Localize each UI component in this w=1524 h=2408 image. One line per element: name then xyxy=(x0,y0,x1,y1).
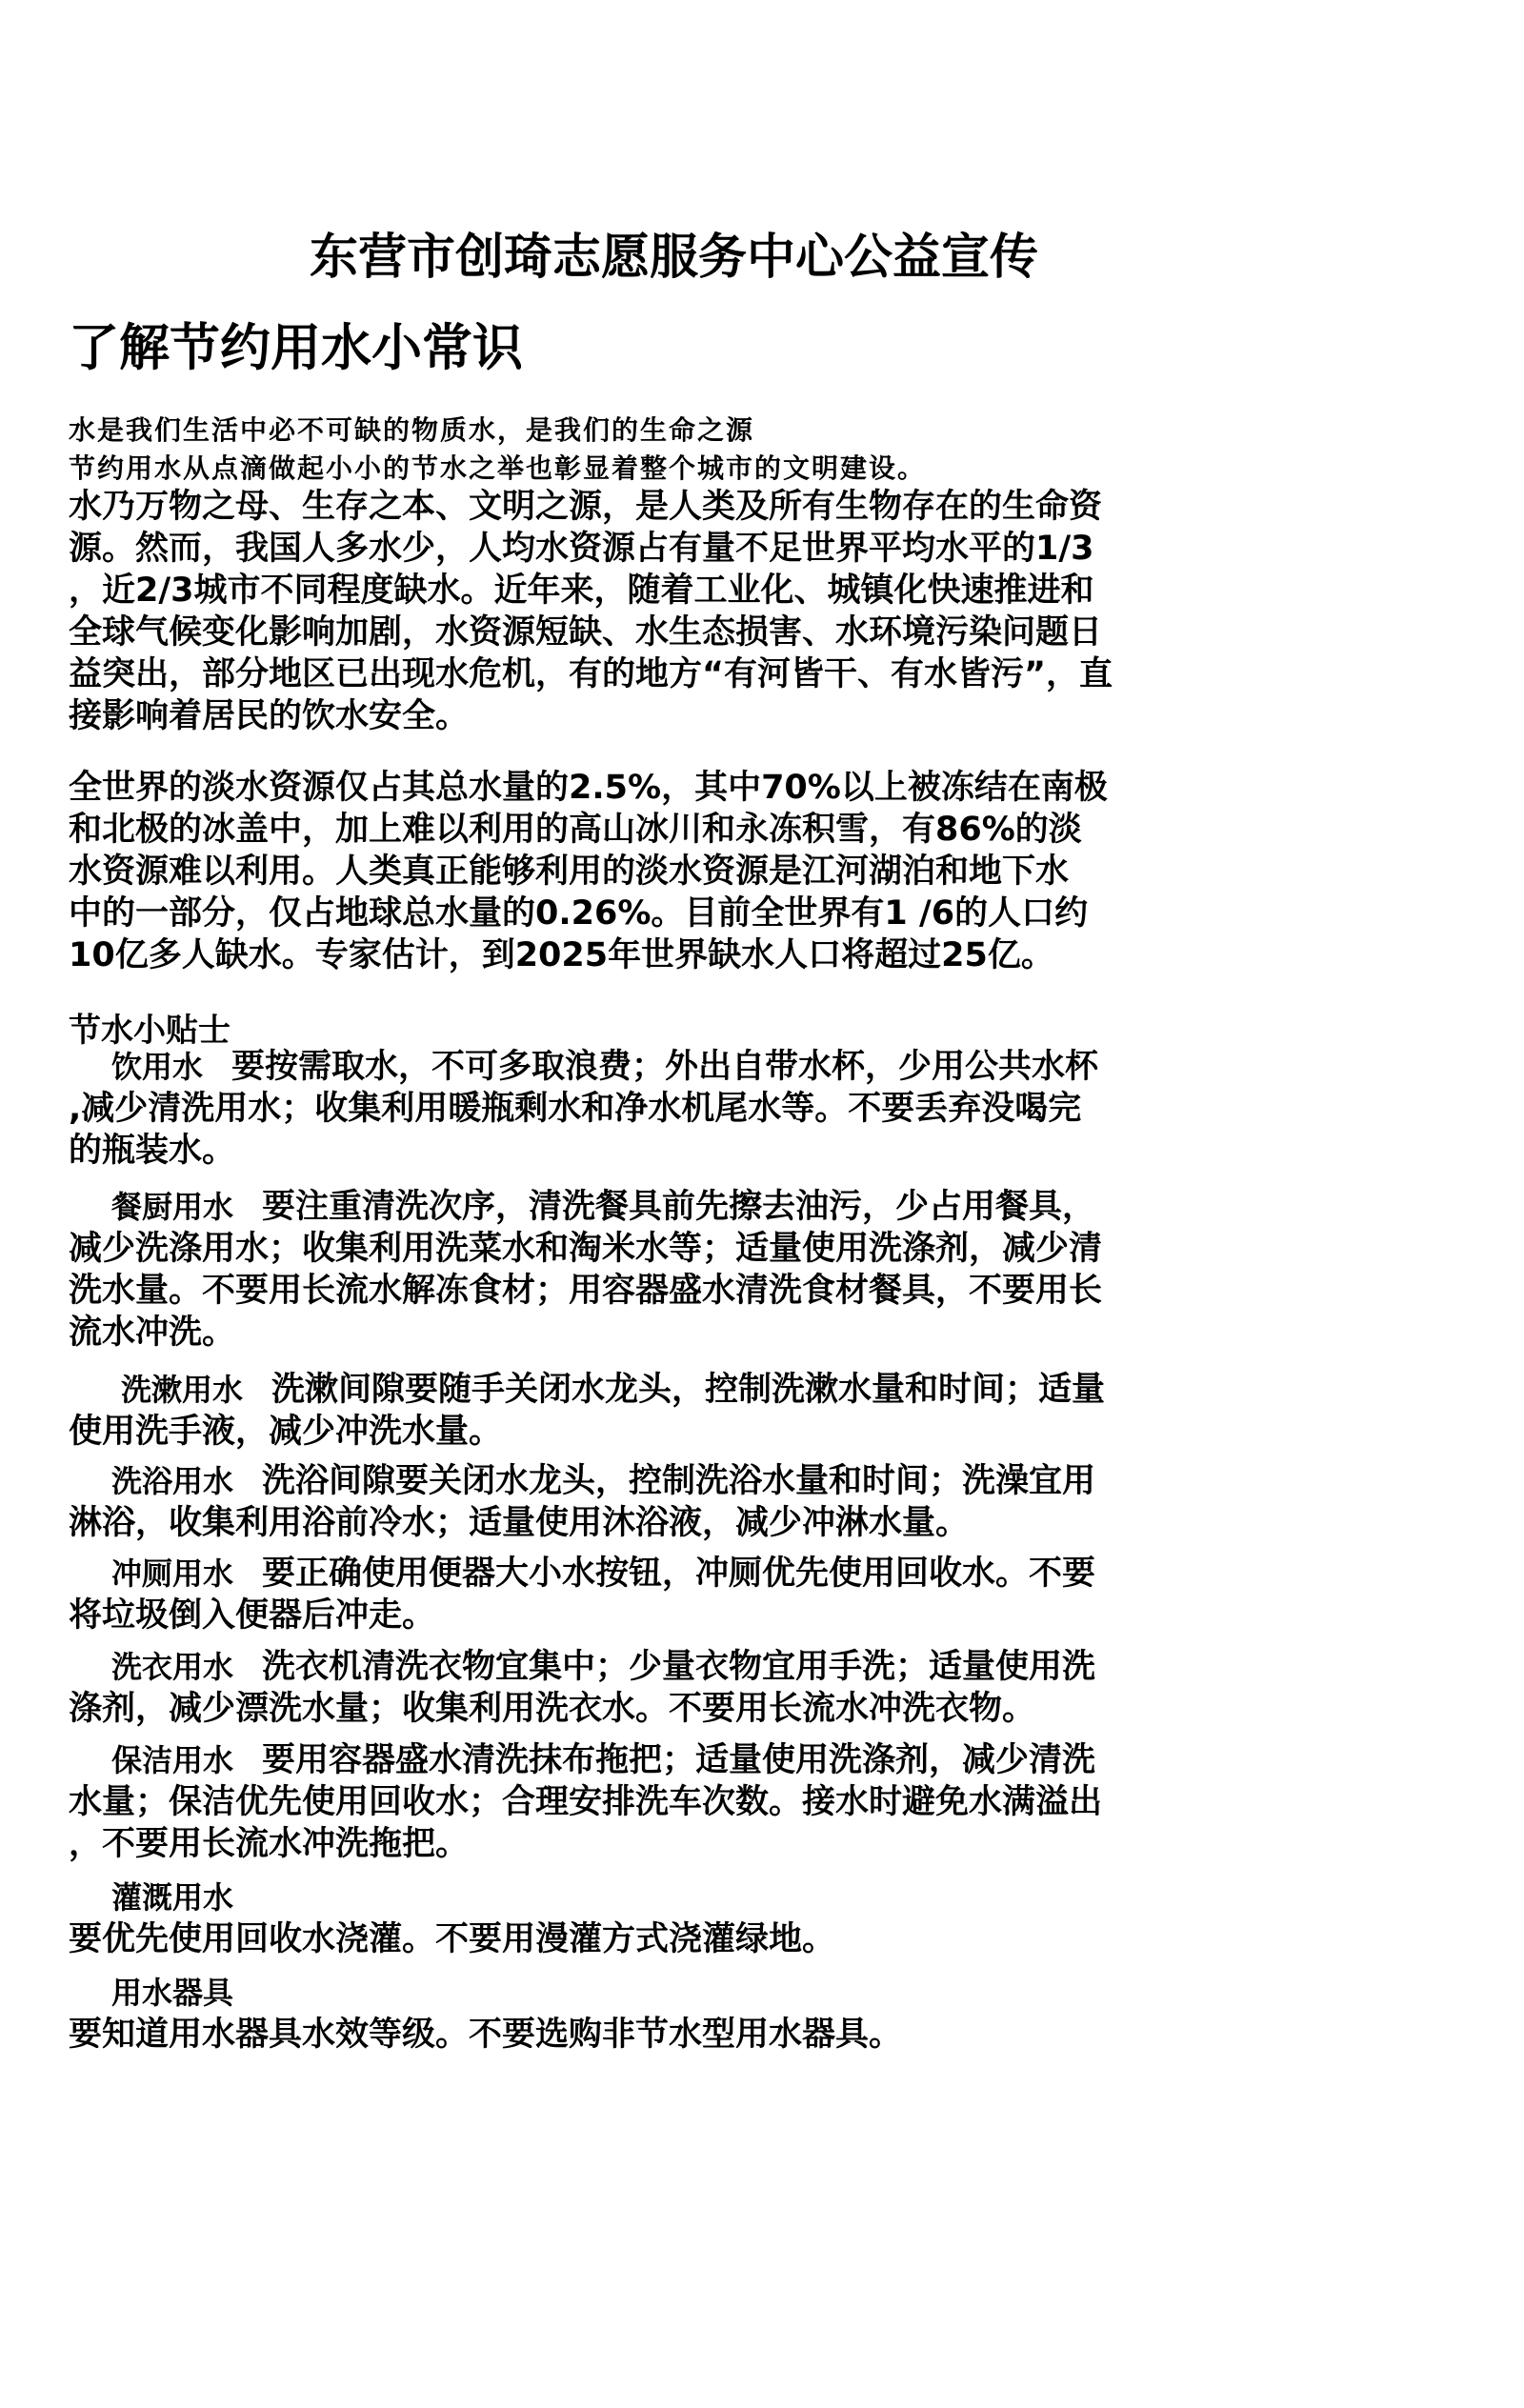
paragraph-line: 水乃万物之母、生存之本、文明之源，是人类及所有生物存在的生命资 xyxy=(69,488,1103,526)
tip-label: 洗漱用水 xyxy=(121,1372,244,1408)
intro-paragraph xyxy=(69,486,1364,737)
tip-toilet xyxy=(69,1553,1364,1636)
document-title: 东营市创琦志愿服务中心公益宣传 xyxy=(310,230,1039,286)
tip-text: 要用容器盛水清洗抹布拖把；适量使用洗涤剂，减少清洗 xyxy=(262,1741,1096,1779)
tip-bathing xyxy=(69,1460,1364,1544)
paragraph-line: 全世界的淡水资源仅占其总水量的2.5%，其中70%以上被冻结在南极 xyxy=(69,769,1108,807)
paragraph-line: 和北极的冰盖中，加上难以利用的高山冰川和永冻积雪，有86%的淡 xyxy=(69,811,1082,849)
tip-text: 洗水量。不要用长流水解冻食材；用容器盛水清洗食材餐具，不要用长 xyxy=(69,1272,1103,1310)
tip-label: 洗衣用水 xyxy=(111,1649,234,1685)
document-subtitle: 了解节约用水小常识 xyxy=(69,319,523,377)
tip-text: 洗衣机清洗衣物宜集中；少量衣物宜用手洗；适量使用洗 xyxy=(262,1648,1096,1686)
tip-text: 的瓶装水。 xyxy=(69,1132,236,1170)
tip-label: 饮用水 xyxy=(111,1049,204,1085)
tip-text: 洗漱间隙要随手关闭水龙头，控制洗漱水量和时间；适量 xyxy=(271,1371,1106,1409)
tip-label: 灌溉用水 xyxy=(111,1879,234,1916)
slogan-line: 节约用水从点滴做起小小的节水之举也彰显着整个城市的文明建设。 xyxy=(69,452,927,484)
tip-text: 淋浴，收集利用浴前冷水；适量使用沐浴液，减少冲淋水量。 xyxy=(69,1504,970,1542)
tip-text: 涤剂，减少漂洗水量；收集利用洗衣水。不要用长流水冲洗衣物。 xyxy=(69,1690,1036,1728)
tip-text: 要知道用水器具水效等级。不要选购非节水型用水器具。 xyxy=(69,2016,903,2054)
tip-text: ，不要用长流水冲洗拖把。 xyxy=(69,1825,470,1863)
paragraph-line: 接影响着居民的饮水安全。 xyxy=(69,697,470,735)
tip-drinking xyxy=(69,1046,1364,1172)
tip-kitchen xyxy=(69,1186,1364,1354)
paragraph-line: 10亿多人缺水。专家估计，到2025年世界缺水人口将超过25亿。 xyxy=(69,936,1054,974)
tip-label: 洗浴用水 xyxy=(111,1463,234,1499)
paragraph-line: 源。然而，我国人多水少，人均水资源占有量不足世界平均水平的1/3 xyxy=(69,530,1094,568)
tip-text: ,减少清洗用水；收集利用暖瓶剩水和净水机尾水等。不要丢弃没喝完 xyxy=(69,1090,1082,1128)
tip-appliances xyxy=(69,1972,1364,2056)
paragraph-line: 全球气候变化影响加剧，水资源短缺、水生态损害、水环境污染问题日 xyxy=(69,613,1103,652)
paragraph-line: ，近2/3城市不同程度缺水。近年来，随着工业化、城镇化快速推进和 xyxy=(69,572,1094,610)
tip-laundry xyxy=(69,1646,1364,1730)
tip-text: 要注重清洗次序，清洗餐具前先擦去油污，少占用餐具， xyxy=(262,1188,1096,1226)
tip-text: 要优先使用回收水浇灌。不要用漫灌方式浇灌绿地。 xyxy=(69,1920,836,1958)
freshwater-paragraph xyxy=(69,767,1364,976)
paragraph-line: 益突出，部分地区已出现水危机，有的地方“有河皆干、有水皆污”，直 xyxy=(69,655,1113,693)
slogan-line: 水是我们生活中必不可缺的物质水，是我们的生命之源 xyxy=(69,414,755,446)
tip-text: 将垃圾倒入便器后冲走。 xyxy=(69,1596,436,1635)
tip-text: 减少洗涤用水；收集利用洗菜水和淘米水等；适量使用洗涤剂，减少清 xyxy=(69,1230,1103,1268)
tip-text: 洗浴间隙要关闭水龙头，控制洗浴水量和时间；洗澡宜用 xyxy=(262,1462,1096,1500)
paragraph-line: 中的一部分，仅占地球总水量的0.26%。目前全世界有1 /6的人口约 xyxy=(69,894,1089,933)
tip-text: 水量；保洁优先使用回收水；合理安排洗车次数。接水时避免水满溢出 xyxy=(69,1783,1103,1821)
tip-label: 餐厨用水 xyxy=(111,1189,234,1225)
paragraph-line: 水资源难以利用。人类真正能够利用的淡水资源是江河湖泊和地下水 xyxy=(69,853,1070,891)
tip-text: 使用洗手液，减少冲洗水量。 xyxy=(69,1413,503,1451)
tip-washing-up xyxy=(69,1369,1364,1453)
tip-text: 要正确使用便器大小水按钮，冲厕优先使用回收水。不要 xyxy=(262,1555,1096,1593)
tip-irrigation xyxy=(69,1876,1364,1960)
tip-cleaning xyxy=(69,1739,1364,1865)
tip-text: 要按需取水，不可多取浪费；外出自带水杯，少用公共水杯 xyxy=(231,1048,1099,1086)
tip-label: 用水器具 xyxy=(111,1975,234,2011)
tips-heading: 节水小贴士 xyxy=(69,1012,231,1050)
tip-label: 保洁用水 xyxy=(111,1742,234,1778)
tip-text: 流水冲洗。 xyxy=(69,1314,236,1352)
tip-label: 冲厕用水 xyxy=(111,1555,234,1592)
